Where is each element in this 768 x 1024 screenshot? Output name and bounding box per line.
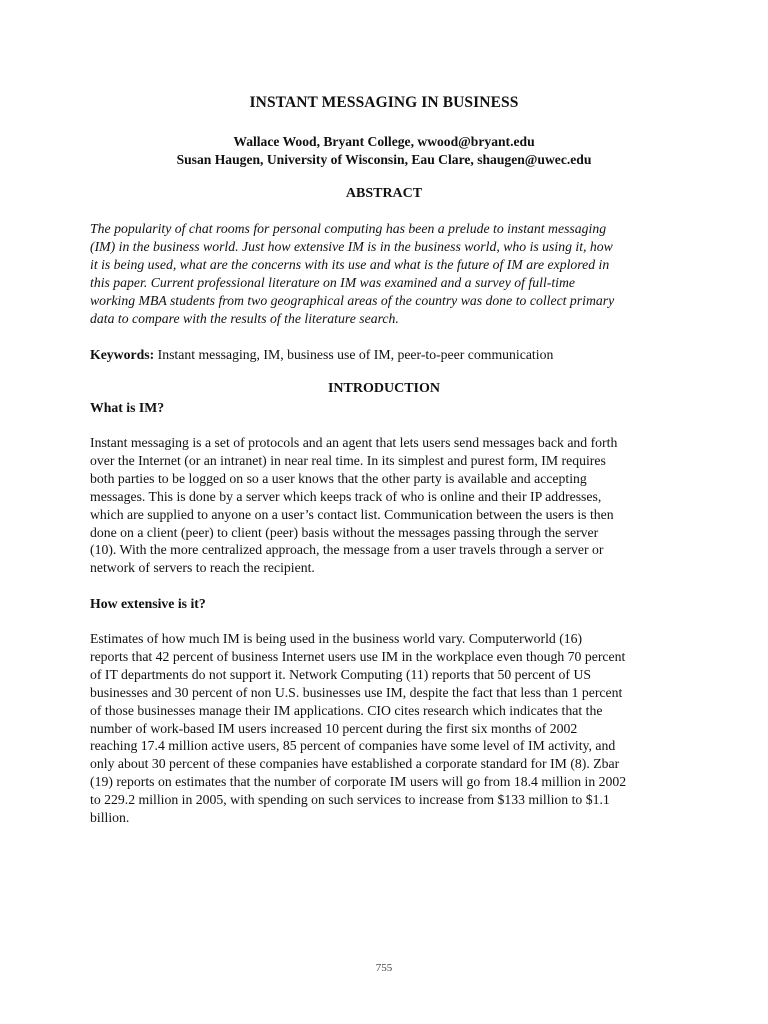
abstract-line: (IM) in the business world. Just how extensive IM is in the business world, who is using it, how [90,238,613,254]
abstract-line: The popularity of chat rooms for personal computing has been a prelude to instant messaging [90,221,607,236]
keywords-text: Instant messaging, IM, business use of IM, peer-to-peer communication [154,347,554,362]
abstract-body [90,220,690,327]
page-number: 755 [375,962,393,974]
paragraph-line: Instant messaging is a set of protocols and an agent that lets users send messages back and forth [90,435,618,450]
paragraph-line: (10). With the more centralized approach, the message from a user travels through a server or [90,542,604,558]
paragraph-line: Estimates of how much IM is being used in the business world vary. Computerworld (16) [90,631,583,646]
paragraph-line: network of servers to reach the recipient. [90,560,315,576]
paragraph-line: done on a client (peer) to client (peer) basis without the messages passing through the server [90,524,599,540]
author-line: Wallace Wood, Bryant College, wwood@bryant.edu [233,134,535,149]
paragraph-line: of IT departments do not support it. Network Computing (11) reports that 50 percent of US [90,666,592,682]
paragraph-line: which are supplied to anyone on a user’s contact list. Communication between the users is then [90,506,614,522]
paragraph-line: both parties to be logged on so a user knows that the other party is available and accepting [90,470,587,486]
keywords-label: Keywords: [90,347,155,362]
abstract-line: data to compare with the results of the literature search. [90,310,399,326]
abstract-heading: ABSTRACT [345,186,423,201]
author-block [0,133,768,168]
introduction-heading: INTRODUCTION [327,381,440,396]
paper-title: INSTANT MESSAGING IN BUSINESS [249,94,519,111]
paragraph-line: billion. [90,810,130,826]
section-paragraph [90,434,690,577]
paragraph-line: number of work-based IM users increased 10 percent during the first six months of 2002 [90,720,578,736]
section-subheading: What is IM? [90,400,165,415]
abstract-line: it is being used, what are the concerns with its use and what is the future of IM are explored in [90,256,610,272]
section-subheading: How extensive is it? [90,596,206,611]
paragraph-line: (19) reports on estimates that the number of corporate IM users will go from 18.4 million in 2002 [90,774,627,790]
abstract-line: working MBA students from two geographical areas of the country was done to collect primary [90,292,615,308]
author-line: Susan Haugen, University of Wisconsin, Eau Clare, shaugen@uwec.edu [176,151,592,167]
paragraph-line: to 229.2 million in 2005, with spending on such services to increase from $133 million to $1.1 [90,792,610,808]
paragraph-line: messages. This is done by a server which keeps track of who is online and their IP addresses, [90,488,602,504]
paragraph-line: only about 30 percent of these companies have established a corporate standard for IM (8). Zbar [90,756,620,772]
paragraph-line: reaching 17.4 million active users, 85 percent of companies have some level of IM activity, and [90,738,616,754]
paragraph-line: reports that 42 percent of business Internet users use IM in the workplace even though 70 percent [90,648,626,664]
paragraph-line: businesses and 30 percent of non U.S. businesses use IM, despite the fact that less than 1 percent [90,684,623,700]
keywords-line [90,346,690,364]
paragraph-line: over the Internet (or an intranet) in near real time. In its simplest and purest form, IM requires [90,452,606,468]
abstract-line: this paper. Current professional literature on IM was examined and a survey of full-time [90,274,576,290]
paragraph-line: of those businesses manage their IM applications. CIO cites research which indicates that the [90,702,603,718]
section-paragraph [90,630,690,827]
